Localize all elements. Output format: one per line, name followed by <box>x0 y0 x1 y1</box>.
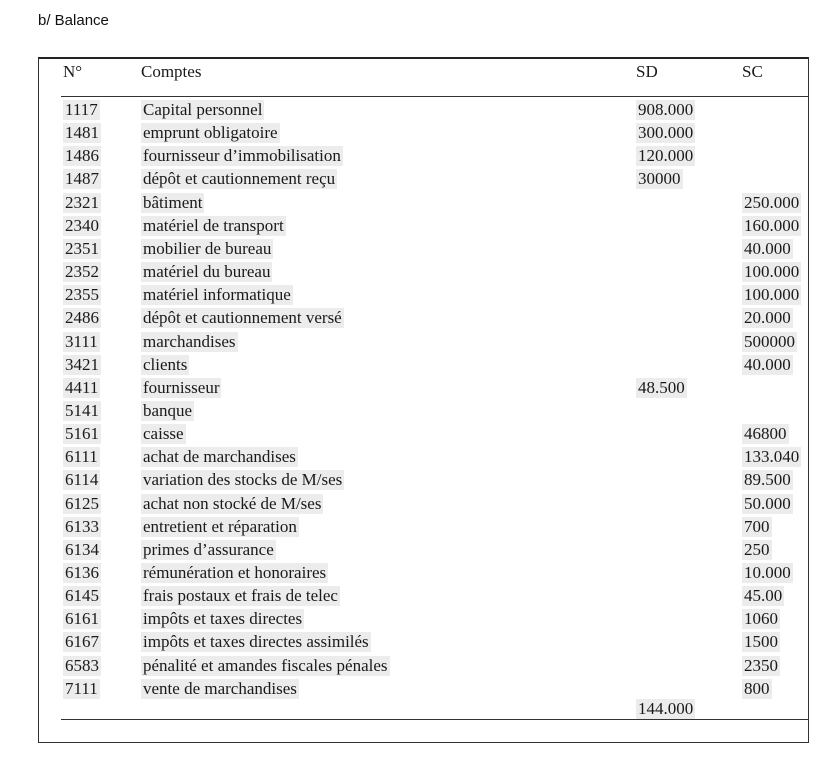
row-number: 1117 <box>65 100 98 119</box>
row-account: banque <box>143 401 193 420</box>
row-sc: 46800 <box>744 424 787 443</box>
row-sc: 700 <box>744 517 770 536</box>
row-sc: 40.000 <box>744 355 791 374</box>
row-sc: 45.00 <box>744 586 783 605</box>
row-account: bâtiment <box>143 193 203 212</box>
row-sc: 250 <box>744 540 770 559</box>
row-account: dépôt et cautionnement versé <box>143 308 342 327</box>
row-account: rémunération et honoraires <box>143 563 327 582</box>
row-number: 1487 <box>65 169 99 188</box>
row-account: matériel du bureau <box>143 262 271 281</box>
row-number: 6125 <box>65 494 99 513</box>
row-number: 6167 <box>65 632 99 651</box>
row-account: fournisseur d’immobilisation <box>143 146 341 165</box>
row-number: 1486 <box>65 146 99 165</box>
row-number: 6114 <box>65 470 99 489</box>
row-account: Capital personnel <box>143 100 263 119</box>
header-sd: SD <box>636 62 658 81</box>
row-number: 6111 <box>65 447 98 466</box>
row-account: matériel informatique <box>143 285 291 304</box>
row-account: fournisseur <box>143 378 220 397</box>
row-account: matériel de transport <box>143 216 284 235</box>
row-number: 6583 <box>65 656 99 675</box>
row-account: caisse <box>143 424 184 443</box>
row-sc: 10.000 <box>744 563 791 582</box>
row-number: 6136 <box>65 563 99 582</box>
row-number: 2355 <box>65 285 99 304</box>
row-account: entretient et réparation <box>143 517 297 536</box>
row-number: 5161 <box>65 424 99 443</box>
row-account: pénalité et amandes fiscales pénales <box>143 656 388 675</box>
row-number: 7111 <box>65 679 98 698</box>
row-account: primes d’assurance <box>143 540 274 559</box>
row-sc: 800 <box>744 679 770 698</box>
header-account: Comptes <box>141 62 202 81</box>
row-sc: 100.000 <box>744 262 800 281</box>
row-account: mobilier de bureau <box>143 239 272 258</box>
row-account: dépôt et cautionnement reçu <box>143 169 336 188</box>
header-sc: SC <box>742 62 763 81</box>
row-account: vente de marchandises <box>143 679 297 698</box>
row-sc: 1060 <box>744 609 778 628</box>
row-number: 5141 <box>65 401 99 420</box>
row-sc: 2350 <box>744 656 778 675</box>
row-number: 2321 <box>65 193 99 212</box>
row-account: achat non stocké de M/ses <box>143 494 322 513</box>
row-number: 6161 <box>65 609 99 628</box>
row-number: 2351 <box>65 239 99 258</box>
row-number: 6134 <box>65 540 99 559</box>
row-account: frais postaux et frais de telec <box>143 586 338 605</box>
row-account: impôts et taxes directes assimilés <box>143 632 369 651</box>
row-number: 4411 <box>65 378 99 397</box>
total-sd: 144.000 <box>638 699 694 718</box>
row-sd: 48.500 <box>638 378 685 397</box>
row-sc: 100.000 <box>744 285 800 304</box>
row-number: 6145 <box>65 586 99 605</box>
header-divider <box>61 96 809 97</box>
row-number: 1481 <box>65 123 99 142</box>
total-divider <box>61 719 809 720</box>
row-number: 2340 <box>65 216 99 235</box>
row-sc: 133.040 <box>744 447 800 466</box>
row-sc: 40.000 <box>744 239 791 258</box>
row-account: achat de marchandises <box>143 447 296 466</box>
row-number: 2352 <box>65 262 99 281</box>
row-sc: 20.000 <box>744 308 791 327</box>
row-number: 3421 <box>65 355 99 374</box>
row-sc: 50.000 <box>744 494 791 513</box>
row-account: clients <box>143 355 188 374</box>
row-sd: 30000 <box>638 169 681 188</box>
row-account: variation des stocks de M/ses <box>143 470 343 489</box>
header-number: N° <box>63 62 83 81</box>
row-sd: 120.000 <box>638 146 694 165</box>
row-number: 3111 <box>65 332 98 351</box>
row-account: marchandises <box>143 332 236 351</box>
row-sc: 160.000 <box>744 216 800 235</box>
row-account: impôts et taxes directes <box>143 609 303 628</box>
page-heading: b/ Balance <box>38 12 109 29</box>
row-sc: 1500 <box>744 632 778 651</box>
row-sd: 300.000 <box>638 123 694 142</box>
row-sd: 908.000 <box>638 100 694 119</box>
row-sc: 500000 <box>744 332 795 351</box>
row-sc: 89.500 <box>744 470 791 489</box>
row-account: emprunt obligatoire <box>143 123 278 142</box>
row-number: 6133 <box>65 517 99 536</box>
row-sc: 250.000 <box>744 193 800 212</box>
row-number: 2486 <box>65 308 99 327</box>
